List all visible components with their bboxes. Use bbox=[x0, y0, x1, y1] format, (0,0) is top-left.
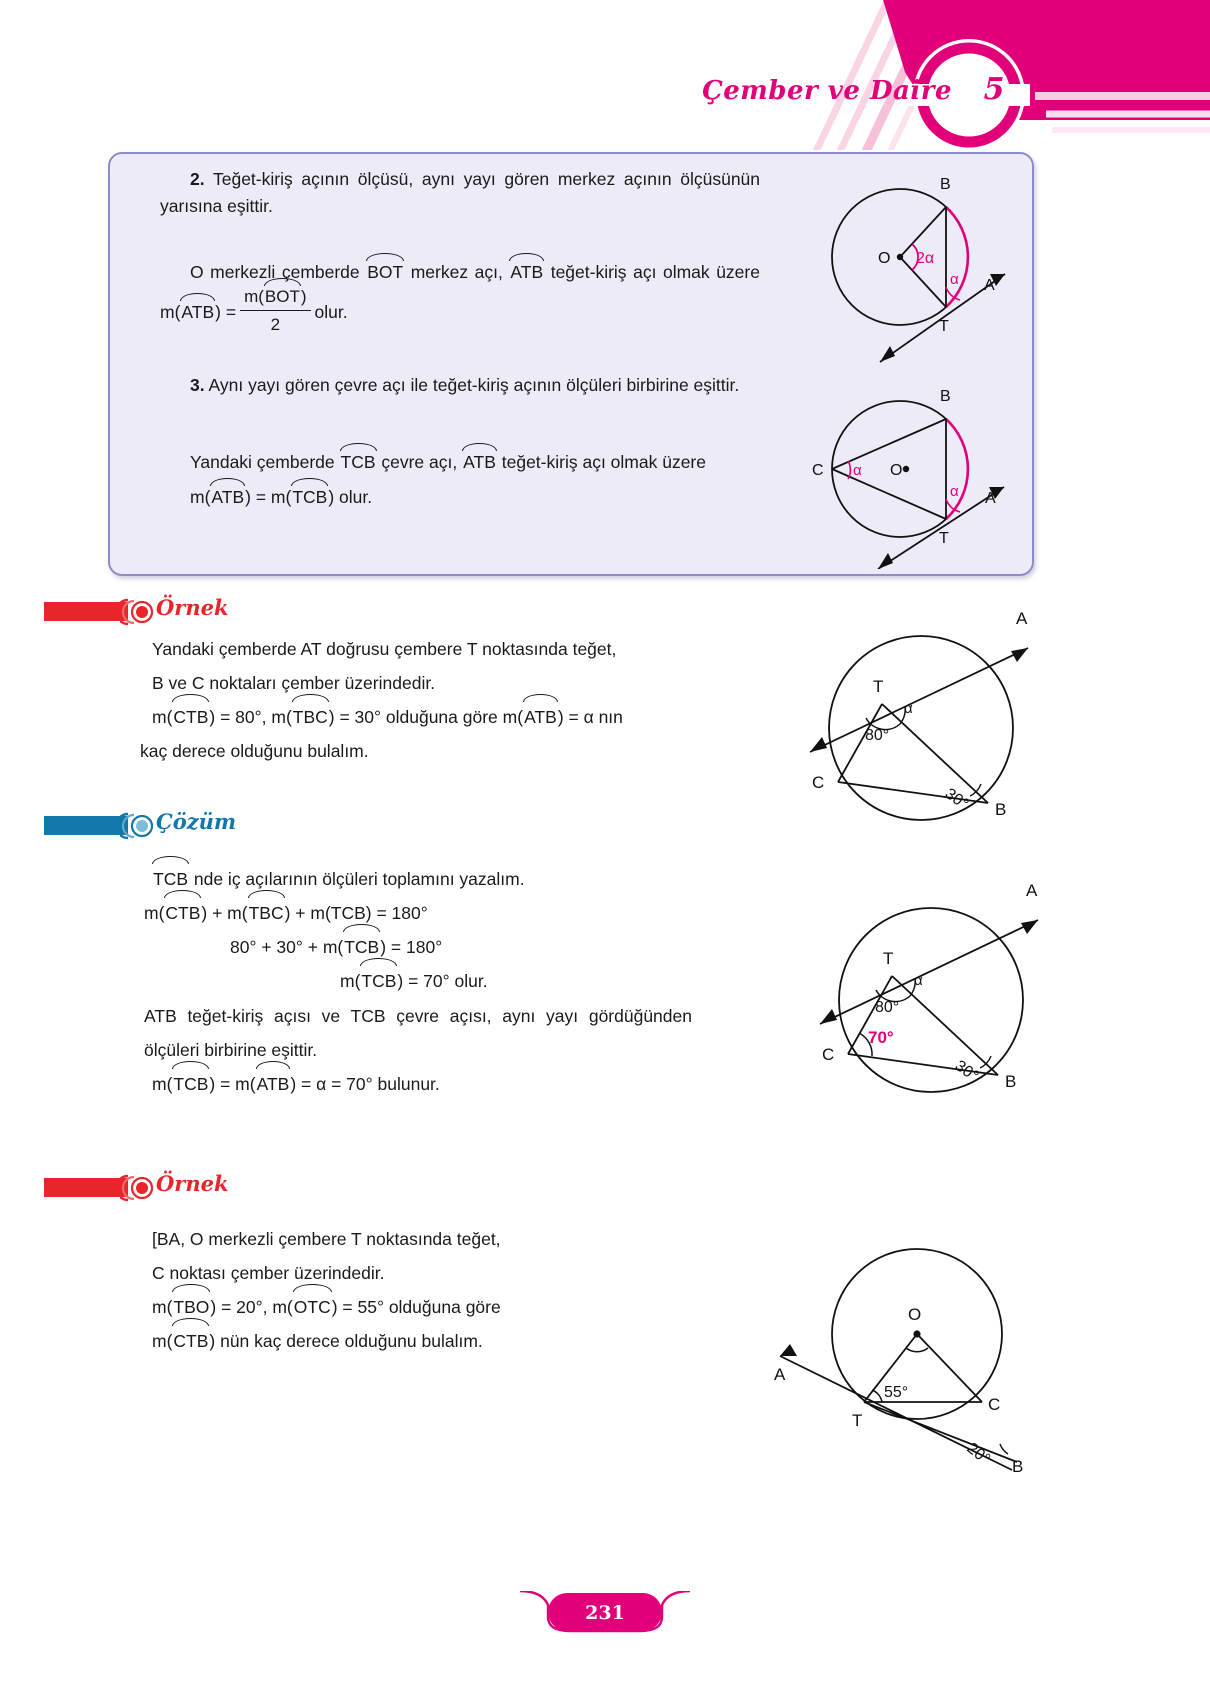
fig4-label-A: A bbox=[1026, 881, 1038, 900]
ornek-2-line-4: m( CTB) nün kaç derece olduğunu bulalım. bbox=[152, 1324, 682, 1358]
ornek-1-line-3: m( CTB) = 80°, m( TBC) = 30° olduğuna göre m( ATB) = α nın bbox=[152, 700, 692, 734]
fraction-bot-over-2: m( BOT) 2 bbox=[240, 284, 310, 339]
angle-tcb-c4: TCB bbox=[172, 1067, 209, 1101]
ornek-1-label: Örnek bbox=[156, 595, 229, 620]
rule-2-text: Teğet-kiriş açının ölçüsü, aynı yayı gören merkez açının ölçüsünün yarısına eşittir. bbox=[160, 169, 761, 217]
angle-tcb-2: TCB bbox=[291, 484, 328, 511]
angle-tcb-1: TCB bbox=[340, 449, 377, 476]
angle-atb-3: ATB bbox=[462, 449, 497, 476]
figure-ornek1-circle bbox=[748, 596, 1038, 846]
angle-ctb-o1: CTB bbox=[172, 700, 209, 734]
figure-inscribed-equals-tangent-chord bbox=[790, 369, 1030, 569]
fig1-label-B: B bbox=[940, 176, 951, 193]
fig1-label-2alpha: 2α bbox=[916, 250, 935, 267]
angle-atb-c4: ATB bbox=[256, 1067, 291, 1101]
ornek-2-bar bbox=[44, 1178, 128, 1197]
fig5-label-B: B bbox=[1012, 1457, 1024, 1472]
page-header bbox=[0, 0, 1210, 150]
page-footer bbox=[0, 1591, 1210, 1635]
fig1-label-A: A bbox=[984, 277, 995, 294]
rule-item-3 bbox=[160, 372, 760, 399]
rule-3-detail-a: Yandaki çemberde bbox=[190, 452, 335, 472]
angle-tbc-o1: TBC bbox=[292, 700, 329, 734]
fig5-label-55: 55° bbox=[884, 1384, 909, 1401]
fig4-label-B: B bbox=[1005, 1072, 1017, 1091]
ornek-1-body bbox=[140, 632, 692, 769]
fig5-label-A: A bbox=[774, 1365, 786, 1384]
angle-tcb-c2: TCB bbox=[343, 930, 380, 964]
ornek-1-bar bbox=[44, 602, 128, 621]
angle-tcb-c3: TCB bbox=[360, 964, 397, 998]
fig5-label-O: O bbox=[908, 1305, 922, 1324]
rule-2-detail-d: olur. bbox=[314, 302, 348, 323]
fig2-label-alpha-T: α bbox=[950, 483, 959, 500]
fig2-label-B: B bbox=[940, 388, 951, 405]
rule-2-detail-c: teğet-kiriş açı olmak üzere m( bbox=[160, 262, 760, 323]
rule-2-number: 2. bbox=[190, 169, 205, 189]
fig2-label-alpha-C: α bbox=[853, 462, 862, 479]
angle-tcb-c0: TCB bbox=[152, 862, 189, 896]
rule-3-detail-b: çevre açı, bbox=[381, 452, 458, 472]
target-icon bbox=[120, 812, 154, 840]
cozum-body bbox=[144, 862, 712, 1101]
fig2-label-O: O bbox=[890, 462, 903, 479]
rule-2-detail-b: merkez açı, bbox=[410, 262, 503, 282]
cozum-eq-1: m( CTB) + m( TBC) + m(TCB) = 180° bbox=[144, 896, 712, 930]
target-icon bbox=[120, 598, 154, 626]
cozum-label: Çözüm bbox=[156, 809, 237, 834]
cozum-eq-3: m( TCB) = 70° olur. bbox=[340, 964, 712, 998]
fig3-label-80: 80° bbox=[865, 727, 890, 744]
fig5-label-20: 20° bbox=[963, 1439, 994, 1469]
fig4-label-alpha: α bbox=[914, 972, 923, 989]
angle-ctb-o2: CTB bbox=[172, 1324, 209, 1358]
rule-item-2-detail bbox=[160, 259, 760, 341]
chapter-number: 5 bbox=[983, 72, 1005, 107]
rule-item-3-detail bbox=[160, 449, 760, 511]
rule-3-equation: m( ATB) = m( TCB) olur. bbox=[190, 484, 760, 511]
figure-tangent-chord-central-angle bbox=[800, 162, 1030, 367]
rule-3-detail-c: teğet-kiriş açı olmak üzere bbox=[501, 452, 706, 472]
fig5-label-C: C bbox=[988, 1395, 1001, 1414]
fig3-label-C: C bbox=[812, 773, 825, 792]
fig1-label-O: O bbox=[878, 250, 891, 267]
angle-atb-2: ATB bbox=[180, 299, 215, 326]
fig4-label-30: 30° bbox=[951, 1057, 982, 1086]
angle-bot-1: BOT bbox=[366, 259, 404, 286]
fig2-label-C: C bbox=[812, 462, 824, 479]
fig3-label-A: A bbox=[1016, 609, 1028, 628]
ornek-1-line-4: kaç derece olduğunu bulalım. bbox=[140, 741, 369, 762]
fig3-label-alpha: α bbox=[904, 700, 913, 717]
target-icon bbox=[120, 1174, 154, 1202]
angle-atb-o1: ATB bbox=[523, 700, 558, 734]
angle-tbo-o2: TBO bbox=[172, 1290, 210, 1324]
rule-2-eq: ) = bbox=[215, 302, 237, 323]
angle-otc-o2: OTC bbox=[293, 1290, 332, 1324]
fig5-label-T: T bbox=[852, 1411, 863, 1430]
figure-ornek2-circle bbox=[712, 1182, 1032, 1472]
angle-atb-1: ATB bbox=[509, 259, 544, 286]
figure-cozum-circle bbox=[758, 868, 1048, 1118]
cozum-line-1: TCB nde iç açılarının ölçüleri toplamını yazalım. bbox=[152, 862, 712, 896]
theorem-box bbox=[108, 152, 1034, 576]
fig4-label-70: 70° bbox=[868, 1028, 894, 1047]
rule-3-number: 3. bbox=[190, 375, 205, 395]
rule-2-detail-a: O merkezli çemberde bbox=[190, 262, 360, 282]
cozum-eq-4: m( TCB) = m( ATB) = α = 70° bulunur. bbox=[152, 1067, 712, 1101]
cozum-eq-2: 80° + 30° + m( TCB) = 180° bbox=[230, 930, 712, 964]
cozum-line-2: ATB teğet-kiriş açısı ve TCB çevre açısı, aynı yayı gördüğünden ölçüleri birbirine eşittir. bbox=[144, 1005, 692, 1060]
header-decoration bbox=[0, 0, 1210, 150]
rule-item-2 bbox=[160, 166, 760, 220]
ornek-1-line-2: B ve C noktaları çember üzerindedir. bbox=[152, 673, 436, 694]
ornek-2-line-2: C noktası çember üzerindedir. bbox=[152, 1263, 385, 1284]
ornek-1-line-1: Yandaki çemberde AT doğrusu çembere T noktasında teğet, bbox=[152, 639, 617, 659]
angle-atb-4: ATB bbox=[210, 484, 245, 511]
rule-3-text: Aynı yayı gören çevre açı ile teğet-kiriş açının ölçüleri birbirine eşittir. bbox=[208, 375, 740, 395]
ornek-2-line-1: [BA, O merkezli çembere T noktasında teğet, bbox=[152, 1229, 501, 1249]
fig2-label-A: A bbox=[985, 490, 996, 507]
fig3-label-T: T bbox=[873, 677, 884, 696]
cozum-bar bbox=[44, 816, 128, 835]
ornek-2-body bbox=[152, 1222, 682, 1359]
fig1-label-T: T bbox=[939, 318, 949, 335]
fig4-label-T: T bbox=[883, 949, 894, 968]
fig4-label-C: C bbox=[822, 1045, 835, 1064]
fig1-label-alpha: α bbox=[950, 271, 959, 288]
fig4-label-80: 80° bbox=[875, 999, 900, 1016]
angle-ctb-c1: CTB bbox=[164, 896, 201, 930]
fig2-label-T: T bbox=[939, 530, 949, 547]
ornek-2-label: Örnek bbox=[156, 1171, 229, 1196]
angle-bot-2: BOT bbox=[264, 284, 301, 310]
fig3-label-30: 30° bbox=[941, 785, 972, 814]
chapter-title: Çember ve Daire bbox=[702, 76, 952, 106]
fig3-label-B: B bbox=[995, 800, 1007, 819]
ornek-2-line-3: m( TBO) = 20°, m( OTC) = 55° olduğuna göre bbox=[152, 1290, 682, 1324]
page-number: 231 bbox=[585, 1602, 625, 1624]
angle-tbc-c1: TBC bbox=[248, 896, 285, 930]
